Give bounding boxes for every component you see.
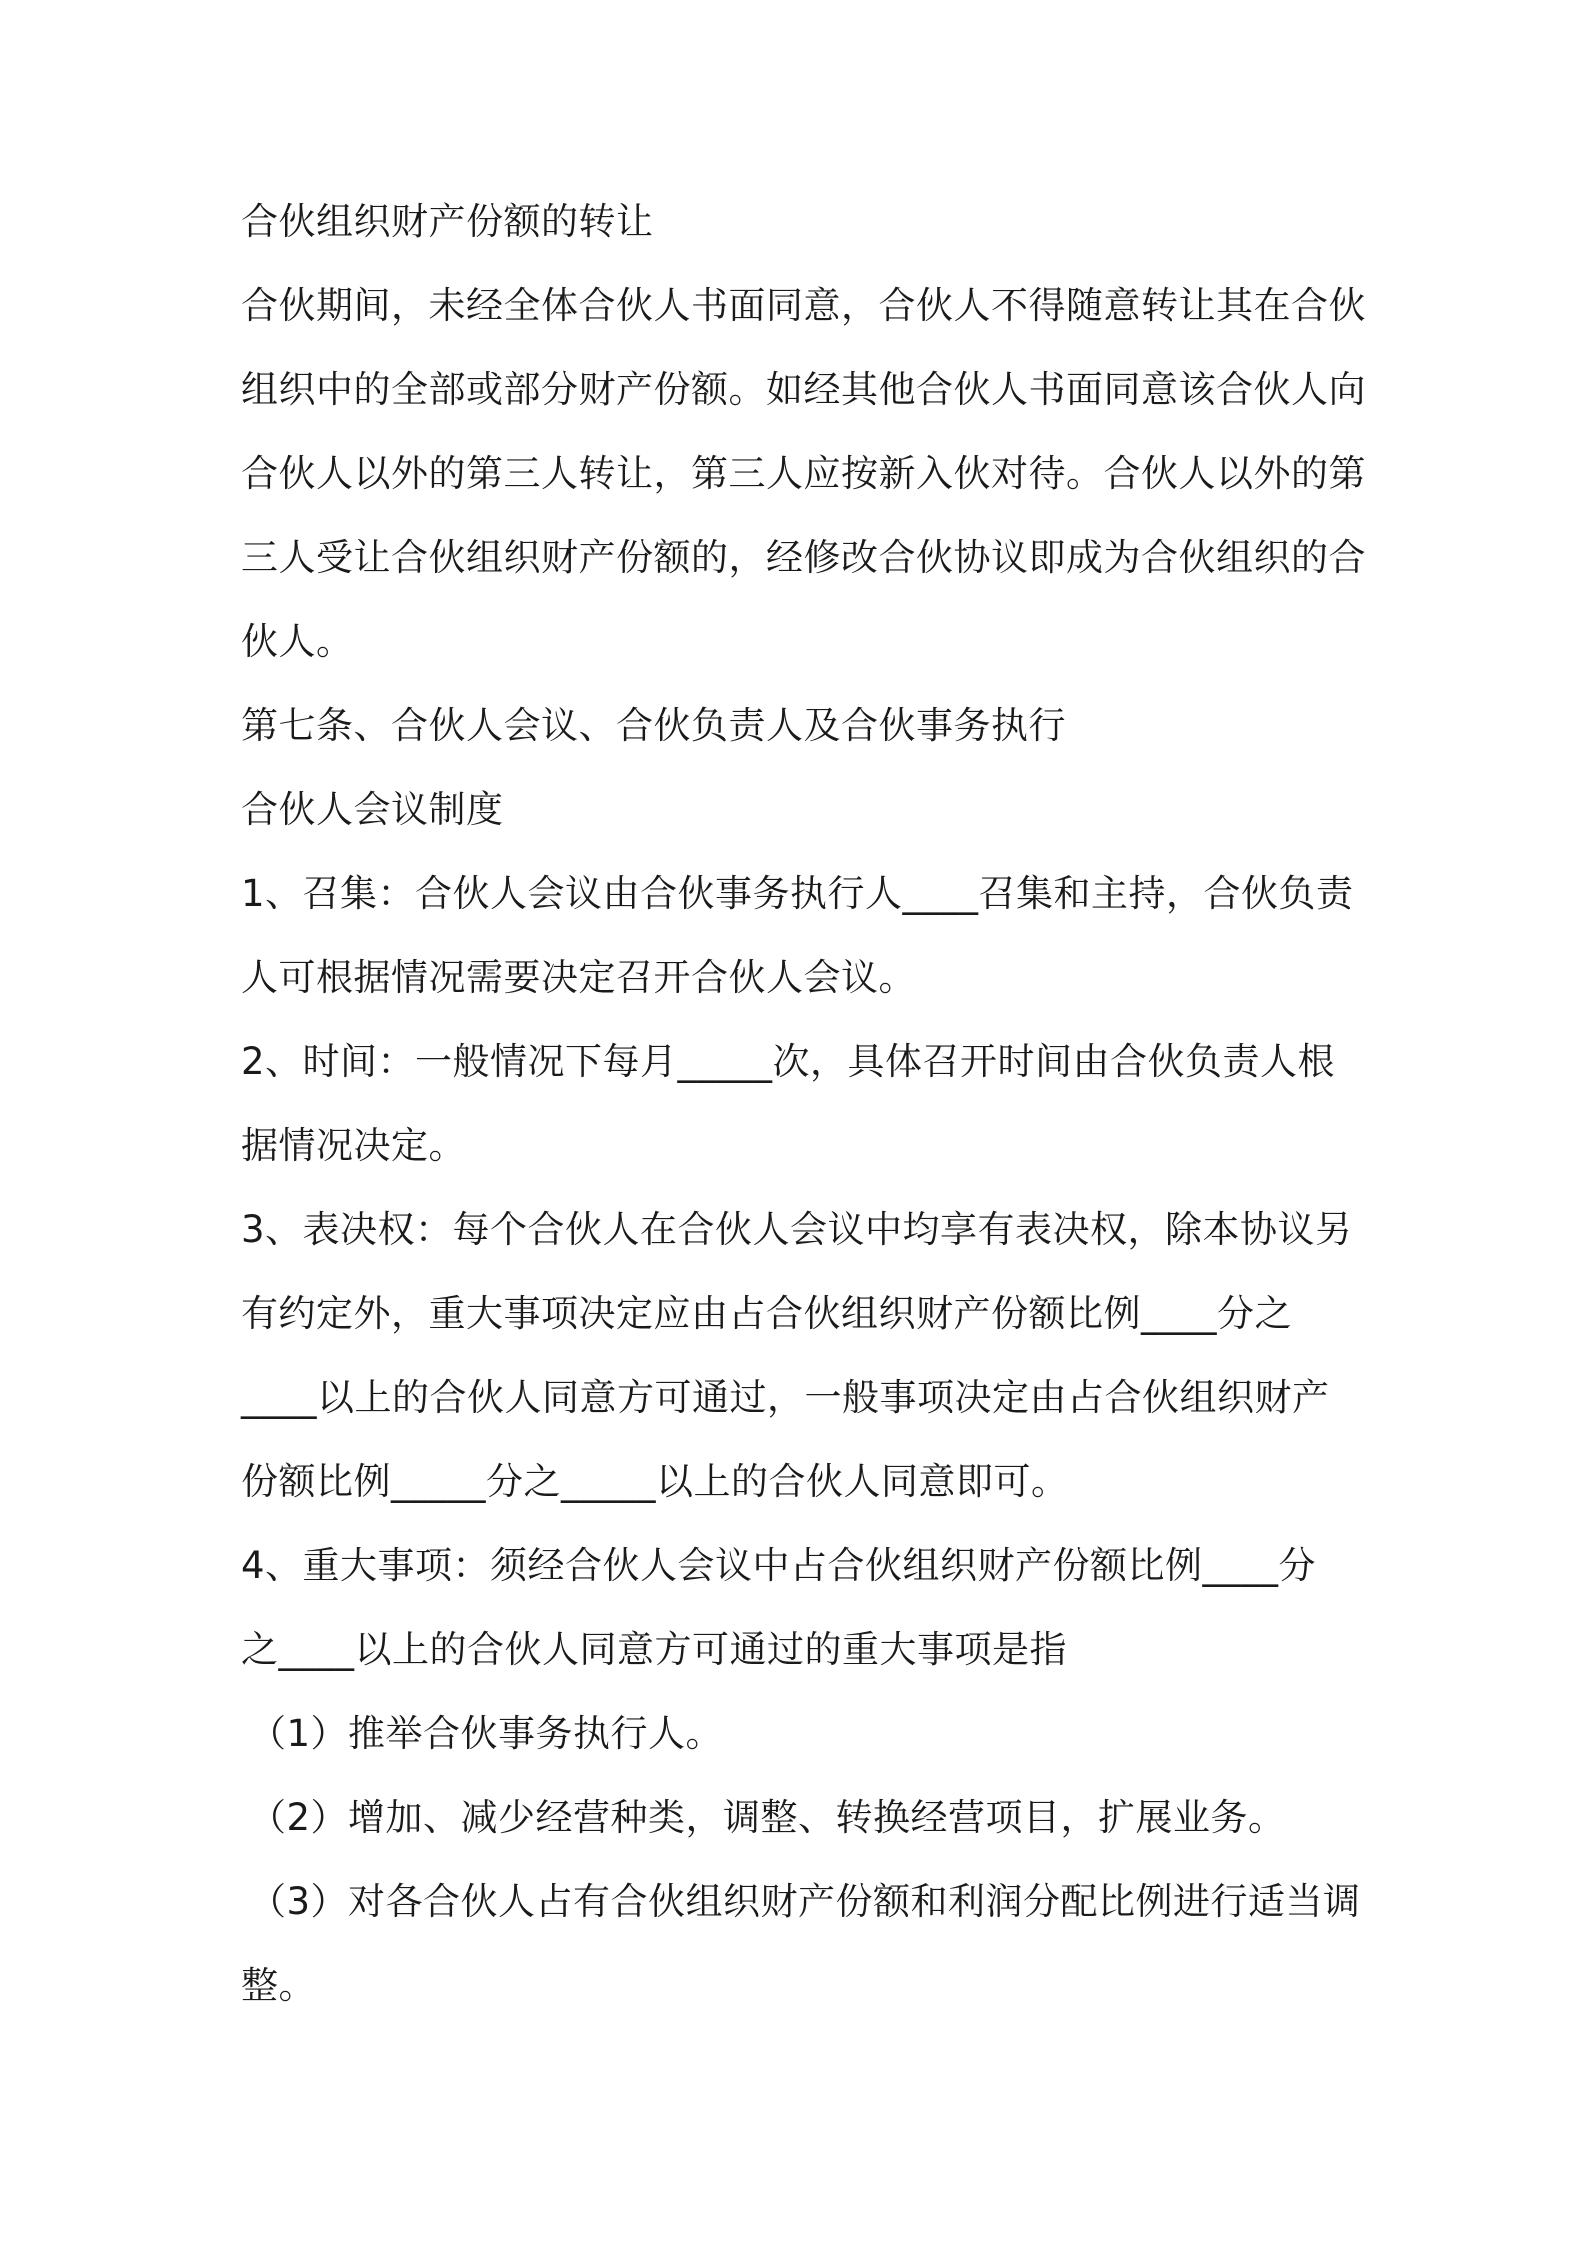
paragraph-line: 合伙期间，未经全体合伙人书面同意，合伙人不得随意转让其在合伙 <box>241 284 1366 327</box>
sub-list-item: （1）推举合伙事务执行人。 <box>249 1712 724 1755</box>
list-item-line: 2、时间：一般情况下每月_____次，具体召开时间由合伙负责人根 <box>241 1040 1336 1083</box>
article-heading: 第七条、合伙人会议、合伙负责人及合伙事务执行 <box>241 704 1066 747</box>
list-item-line: 据情况决定。 <box>241 1124 466 1167</box>
list-item-line: 4、重大事项：须经合伙人会议中占合伙组织财产份额比例____分 <box>241 1544 1317 1587</box>
list-item-line: ____以上的合伙人同意方可通过，一般事项决定由占合伙组织财产 <box>241 1376 1330 1419</box>
sub-list-item-continuation: 整。 <box>241 1964 316 2007</box>
paragraph-line: 三人受让合伙组织财产份额的，经修改合伙协议即成为合伙组织的合 <box>241 536 1366 579</box>
sub-list-item: （3）对各合伙人占有合伙组织财产份额和利润分配比例进行适当调 <box>249 1880 1361 1923</box>
list-item-line: 份额比例_____分之_____以上的合伙人同意即可。 <box>241 1460 1069 1503</box>
paragraph-line: 伙人。 <box>241 620 354 663</box>
list-item-line: 有约定外，重大事项决定应由占合伙组织财产份额比例____分之 <box>241 1292 1292 1335</box>
subsection-heading: 合伙人会议制度 <box>241 788 504 831</box>
list-item-line: 3、表决权：每个合伙人在合伙人会议中均享有表决权，除本协议另 <box>241 1208 1353 1251</box>
list-item-line: 之____以上的合伙人同意方可通过的重大事项是指 <box>241 1628 1067 1671</box>
list-item-line: 人可根据情况需要决定召开合伙人会议。 <box>241 956 916 999</box>
sub-list-item: （2）增加、减少经营种类，调整、转换经营项目，扩展业务。 <box>249 1796 1286 1839</box>
paragraph-line: 组织中的全部或部分财产份额。如经其他合伙人书面同意该合伙人向 <box>241 368 1366 411</box>
list-item-line: 1、召集：合伙人会议由合伙事务执行人____召集和主持，合伙负责 <box>241 872 1354 915</box>
section-heading-transfer: 合伙组织财产份额的转让 <box>241 200 654 243</box>
paragraph-line: 合伙人以外的第三人转让，第三人应按新入伙对待。合伙人以外的第 <box>241 452 1366 495</box>
